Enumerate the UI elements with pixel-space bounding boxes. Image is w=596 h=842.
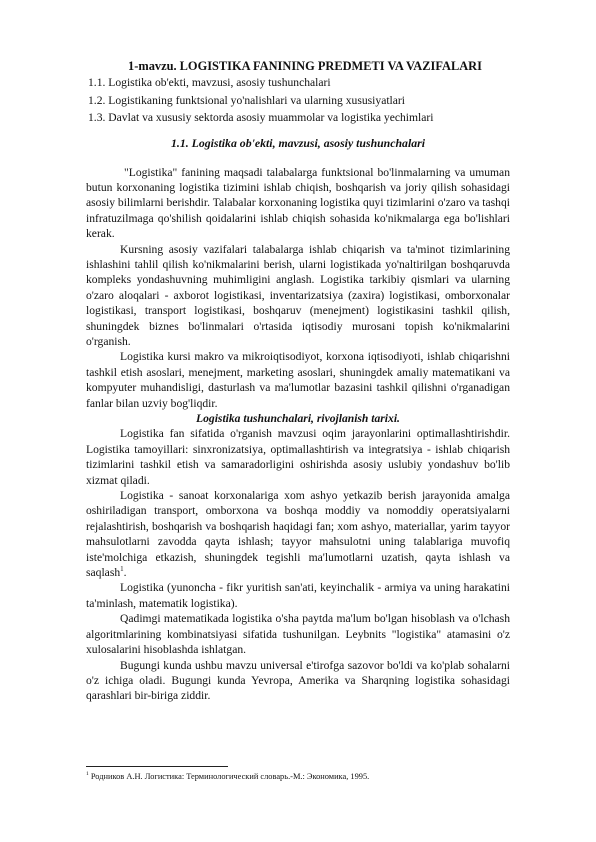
toc-item: 1.3. Davlat va xususiy sektorda asosiy muammolar va logistika yechimlari <box>88 111 434 124</box>
footnote-divider <box>86 766 228 767</box>
paragraph: Logistika kursi makro va mikroiqtisodiyot, korxona iqtisodiyoti, ishlab chiqarishni tashkil etish asoslari, menejment, marketing asoslari, shuningdek amaliy matematikani va kompyuter muhandisligi, dasturlash va ma'lumotlar bazasini tashkil qilishni o'rganadigan fanlar bilan uzviy bog'liqdir. <box>86 350 510 410</box>
subsection-heading: Logistika tushunchalari, rivojlanish tarixi. <box>196 412 400 425</box>
footnote-reference[interactable]: 1 <box>120 565 124 574</box>
document-title: 1-mavzu. LOGISTIKA FANINING PREDMETI VA VAZIFALARI <box>128 59 482 73</box>
paragraph: Logistika (yunoncha - fikr yuritish san'ati, keyinchalik - armiya va uning harakatini ta'minlash, matematik logistika). <box>86 581 510 610</box>
paragraph: Logistika fan sifatida o'rganish mavzusi oqim jarayonlarini optimallashtirishdir. Logistika tamoyillari: sinxronizatsiya, optimallashtirish va integratsiya - ishlab chiqarish tizimlarini tashkil etish va samaradorligini oshirishda asosiy uslubiy yondashuv bo'lib xizmat qiladi. <box>86 427 510 487</box>
paragraph-text: Logistika - sanoat korxonalariga xom ashyo yetkazib berish jarayonida amalga oshiriladigan transport, omborxona va boshqa moddiy va nomoddiy operatsiyalarni rejalashtirish, boshqarish va boshqarish haqidagi fan; xom ashyo, materiallar, yarim tayyor mahsulotlarni zavodda qayta ishlash; tayyor mahsulotni uning talablariga muvofiq iste'molchiga etkazish, shuningdek tegishli ma'lumotlarni uzatish, qayta ishlash va saqlash <box>86 489 510 580</box>
paragraph: Bugungi kunda ushbu mavzu universal e'tirofga sazovor bo'ldi va ko'plab sohalarni o'z ichiga oladi. Bugungi kunda Yevropa, Amerika va Sharqning logistika sohasidagi qarashlari bir-biriga ziddir. <box>86 658 510 703</box>
footnote-text: Родников А.Н. Логистика: Терминологический словарь.-М.: Экономика, 1995. <box>88 772 370 781</box>
section-title: 1.1. Logistika ob'ekti, mavzusi, asosiy tushunchalari <box>170 135 425 150</box>
paragraph: "Logistika" fanining maqsadi talabalarga funktsional bo'linmalarning va umuman butun korxonaning logistika tizimini ishlab chiqish, boshqarish va joriy qilish sohasidagi asosiy bilimlarni berishdir. Talabalar korxonaning logistika quyi tizimlarini o'zaro va tashqi infratuzilmaga qo'shilish qoidalarini ishlab chiqish sohasida ko'nikmalarga ega bo'lishlari kerak. <box>86 165 510 241</box>
toc-item: 1.2. Logistikaning funktsional yo'nalishlari va ularning xususiyatlari <box>88 93 406 107</box>
footnote-marker: 1 <box>86 771 89 778</box>
paragraph: Qadimgi matematikada logistika o'sha paytda ma'lum bo'lgan hisoblash va o'lchash algoritmlarining kombinatsiyasi sifatida tushunilgan. Leybnits "logistika" atamasini o'z xulosalarini hisoblashda ishlatgan. <box>86 612 510 657</box>
table-of-contents <box>86 74 510 127</box>
document-page <box>86 58 510 704</box>
footnote <box>86 771 369 782</box>
paragraph: Logistika - sanoat korxonalariga xom ashyo yetkazib berish jarayonida amalga oshiriladigan transport, omborxona va boshqa moddiy va nomoddiy operatsiyalarni rejalashtirish, boshqarish va boshqarish haqidagi fan; xom ashyo, materiallar, yarim tayyor mahsulotlarni zavodda qayta ishlash; tayyor mahsulotni uning talablariga muvofiq iste'molchiga etkazish, shuningdek tegishli ma'lumotlarni uzatish, qayta ishlash va saqlash$^1$. <box>86 489 510 580</box>
toc-item: 1.1. Logistika ob'ekti, mavzusi, asosiy tushunchalari <box>88 76 331 89</box>
paragraph: Kursning asosiy vazifalari talabalarga ishlab chiqarish va ta'minot tizimlarining ishlashini tahlil qilish ko'nikmalarini berish, ularni logistikada yo'naltirilgan boshqaruvda kompleks yondashuvning muhimligini anglash. Logistika tarkibiy qismlari va ularning o'zaro aloqalari - axborot logistikasi, inventarizatsiya (zaxira) logistikasi, omborxonalar logistikasi, transport logistikasi, boshqaruv (menejment) logistikasini tashkil qilish, shuningdek biznes bo'linmalari o'rtasida iqtisodiy murosani topish ko'nikmalarini o'rganish. <box>86 242 510 348</box>
